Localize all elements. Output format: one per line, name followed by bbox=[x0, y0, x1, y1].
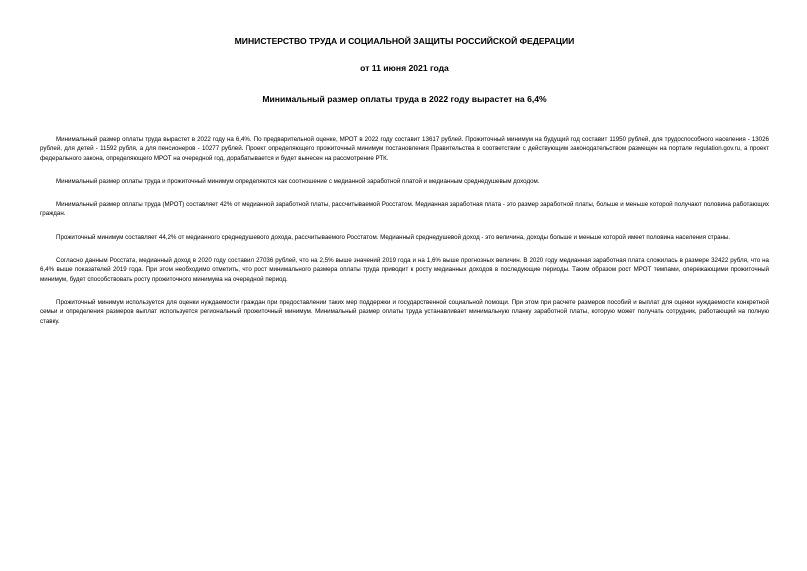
document-date: от 11 июня 2021 года bbox=[360, 63, 449, 73]
paragraph: Прожиточный минимум составляет 44,2% от медианного среднедушевого дохода, рассчитываемого Росстатом. Медианный среднедушевой доход - это величина, доходы больше и меньше которой имеет половина населения страны. bbox=[56, 233, 731, 241]
paragraph: Прожиточный минимум используется для оценки нуждаемости граждан при предоставлении таких мер поддержки и государственной социальной помощи. При этом при расчете размеров пособий и выплат для оценки нуждаемости конкретной семьи и определения размеров выплат используется региональный прожиточный минимум. Минимальный размер оплаты труда устанавливает минимальную планку заработной платы, которую может получать сотрудник, работающий на полную ставку. bbox=[40, 298, 769, 325]
organization-header: МИНИСТЕРСТВО ТРУДА И СОЦИАЛЬНОЙ ЗАЩИТЫ РОССИЙСКОЙ ФЕДЕРАЦИИ bbox=[234, 36, 575, 46]
paragraph: Минимальный размер оплаты труда и прожиточный минимум определяются как соотношение с медианной заработной платой и медианным среднедушевым доходом. bbox=[56, 177, 540, 185]
paragraph: Минимальный размер оплаты труда вырастет в 2022 году на 6,4%. По предварительной оценке, МРОТ в 2022 году составит 13617 рублей. Прожиточный минимум на будущий год составит 11950 рублей, для трудоспособного населения - 13026 рублей, для детей - 11592 рубля, а для пенсионеров - 10277 рублей. Проект определяющего прожиточный минимум постановления Правительства в соответствии с действующим законодательством размещен на портале regulation.gov.ru, а проект федерального закона, определяющего МРОТ на очередной год, дорабатывается и будет вынесен на рассмотрение РТК. bbox=[40, 136, 769, 162]
paragraph: Минимальный размер оплаты труда (МРОТ) составляет 42% от медианной заработной платы, рассчитываемой Росстатом. Медианная заработная плата - это размер заработной платы, больше и меньше которой получают половина работающих граждан. bbox=[40, 201, 769, 218]
document-headline: Минимальный размер оплаты труда в 2022 году вырастет на 6,4% bbox=[262, 94, 547, 104]
document-body bbox=[40, 135, 769, 326]
paragraph: Согласно данным Росстата, медианный доход в 2020 году составил 27036 рублей, что на 2,5% выше значений 2019 года и на 1,6% выше прогнозных величин. В 2020 году медианная заработная плата сложилась в размере 32422 рубля, что на 6,4% выше показателей 2019 года. При этом необходимо отметить, что рост минимального размера оплаты труда приводит к росту медианных доходов в последующие периоды. Таким образом рост МРОТ темпами, опережающими прожиточный минимум, будет способствовать росту прожиточного минимума на очередной период. bbox=[40, 257, 769, 283]
